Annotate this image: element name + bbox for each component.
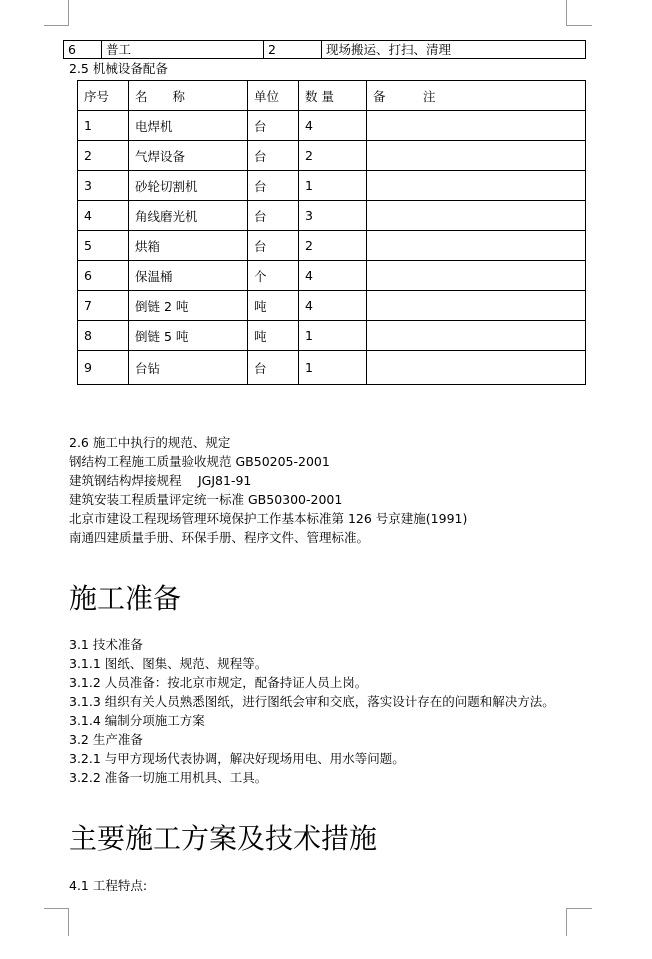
text-line: 3.1.1 图纸、图集、规范、规程等。 — [69, 656, 268, 671]
table-cell: 个 — [248, 261, 299, 291]
table-cell: 倒链 2 吨 — [129, 291, 248, 321]
table-cell: 吨 — [248, 291, 299, 321]
table-cell — [367, 171, 586, 201]
column-header: 数 量 — [299, 81, 367, 111]
heading-main-plan: 主要施工方案及技术措施 — [69, 822, 378, 855]
crop-mark — [44, 908, 69, 909]
table-cell: 普工 — [102, 41, 264, 59]
table-cell: 2 — [299, 231, 367, 261]
heading-construction-prep: 施工准备 — [69, 582, 182, 615]
table-cell: 4 — [299, 261, 367, 291]
column-header: 单位 — [248, 81, 299, 111]
table-cell: 吨 — [248, 321, 299, 351]
table-cell — [367, 141, 586, 171]
text-line: 南通四建质量手册、环保手册、程序文件、管理标准。 — [69, 530, 370, 545]
table-header-row — [78, 81, 586, 111]
prep-section — [69, 635, 555, 787]
table-cell: 1 — [299, 351, 367, 385]
table-cell — [367, 261, 586, 291]
table-cell: 1 — [299, 321, 367, 351]
crop-mark — [566, 25, 592, 26]
column-header: 名 称 — [129, 81, 248, 111]
text-line: 3.2.2 准备一切施工用机具、工具。 — [69, 770, 268, 785]
text-line: 3.1.4 编制分项施工方案 — [69, 713, 205, 728]
table-cell: 台钻 — [129, 351, 248, 385]
table-cell: 烘箱 — [129, 231, 248, 261]
table-cell: 5 — [78, 231, 129, 261]
table-cell — [367, 111, 586, 141]
table-row — [78, 111, 586, 141]
table-cell — [367, 351, 586, 385]
text-line: 钢结构工程施工质量验收规范 GB50205-2001 — [69, 454, 330, 469]
labor-table-continuation — [63, 40, 586, 59]
table-cell: 台 — [248, 171, 299, 201]
table-row — [78, 291, 586, 321]
table-cell: 台 — [248, 351, 299, 385]
table-cell — [367, 291, 586, 321]
text-line: 3.1 技术准备 — [69, 637, 143, 652]
text-line: 4.1 工程特点: — [69, 878, 148, 893]
table-cell: 3 — [78, 171, 129, 201]
table-cell: 台 — [248, 231, 299, 261]
table-cell: 6 — [78, 261, 129, 291]
text-line: 建筑钢结构焊接规程 JGJ81-91 — [69, 473, 252, 488]
crop-mark — [68, 0, 69, 26]
table-cell: 2 — [299, 141, 367, 171]
table-row — [78, 321, 586, 351]
equipment-table — [77, 80, 586, 385]
table-cell: 1 — [299, 171, 367, 201]
text-line: 3.1.3 组织有关人员熟悉图纸，进行图纸会审和交底，落实设计存在的问题和解决方法。 — [69, 694, 555, 709]
features-section — [69, 876, 147, 895]
table-cell: 保温桶 — [129, 261, 248, 291]
crop-mark — [566, 0, 567, 26]
table-cell — [367, 201, 586, 231]
table-cell: 角线磨光机 — [129, 201, 248, 231]
table-row — [78, 231, 586, 261]
column-header: 序号 — [78, 81, 129, 111]
text-line: 3.2.1 与甲方现场代表协调，解决好现场用电、用水等问题。 — [69, 751, 405, 766]
crop-mark — [566, 908, 592, 909]
standards-section — [69, 433, 467, 547]
text-line: 3.2 生产准备 — [69, 732, 143, 747]
table-cell: 现场搬运、打扫、清理 — [322, 41, 586, 59]
table-cell: 3 — [299, 201, 367, 231]
table-row — [78, 171, 586, 201]
table-cell: 电焊机 — [129, 111, 248, 141]
table-cell — [367, 321, 586, 351]
table-cell: 4 — [78, 201, 129, 231]
table-row — [64, 41, 586, 59]
crop-mark — [44, 25, 69, 26]
table-cell: 4 — [299, 291, 367, 321]
table-cell: 台 — [248, 111, 299, 141]
table-cell: 9 — [78, 351, 129, 385]
table-cell: 1 — [78, 111, 129, 141]
table-cell: 气焊设备 — [129, 141, 248, 171]
table-row — [78, 201, 586, 231]
section-title-standards: 2.6 施工中执行的规范、规定 — [69, 435, 231, 450]
crop-mark — [566, 908, 567, 936]
table-cell: 台 — [248, 201, 299, 231]
table-cell: 台 — [248, 141, 299, 171]
table-cell: 8 — [78, 321, 129, 351]
table-cell: 7 — [78, 291, 129, 321]
table-cell: 2 — [78, 141, 129, 171]
text-line: 建筑安装工程质量评定统一标准 GB50300-2001 — [69, 492, 343, 507]
section-title-equipment: 2.5 机械设备配备 — [69, 61, 168, 76]
table-cell: 砂轮切割机 — [129, 171, 248, 201]
table-row — [78, 261, 586, 291]
table-cell: 6 — [64, 41, 102, 59]
table-row — [78, 141, 586, 171]
table-row — [78, 351, 586, 385]
table-cell: 4 — [299, 111, 367, 141]
table-cell: 2 — [264, 41, 322, 59]
table-cell: 倒链 5 吨 — [129, 321, 248, 351]
crop-mark — [68, 908, 69, 936]
text-line: 3.1.2 人员准备：按北京市规定，配备持证人员上岗。 — [69, 675, 368, 690]
column-header: 备 注 — [367, 81, 586, 111]
text-line: 北京市建设工程现场管理环境保护工作基本标准第 126 号京建施(1991) — [69, 511, 468, 526]
table-cell — [367, 231, 586, 261]
